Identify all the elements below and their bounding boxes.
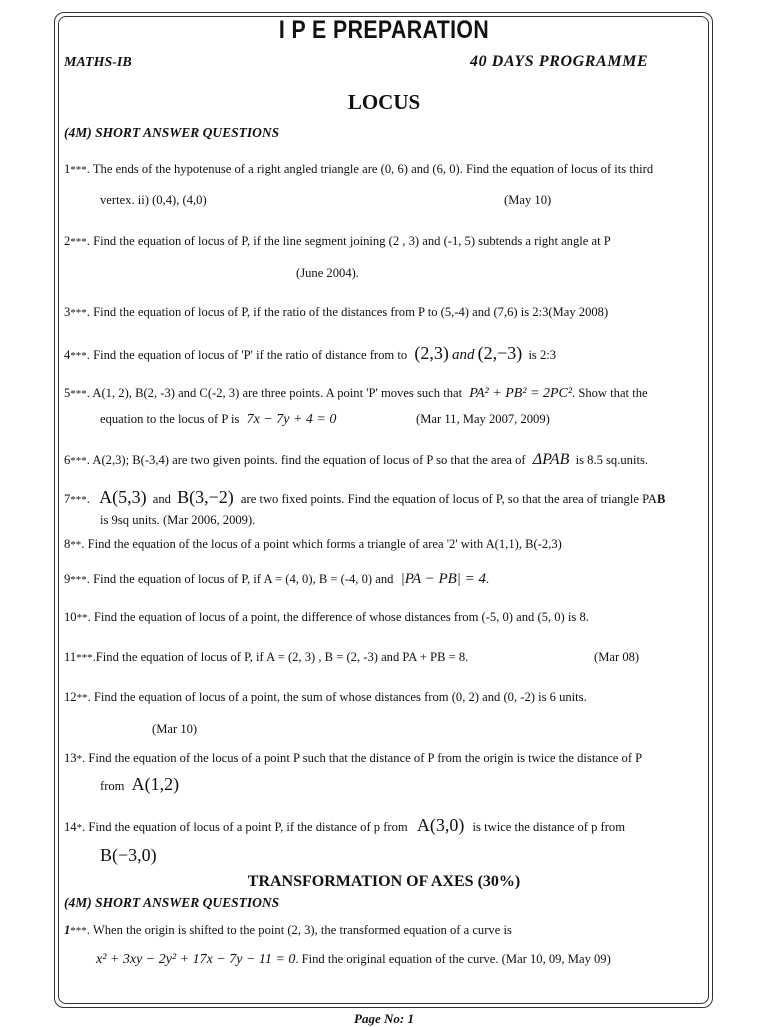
question-8: 8**. Find the equation of the locus of a point which forms a triangle of area '2' with A(1,1), B(-2,3): [64, 537, 562, 551]
math-point-2-3: (2,3): [414, 343, 449, 363]
question-2: 2***. Find the equation of locus of P, if the line segment joining (2 , 3) and (-1, 5) subtends a right angle at P: [64, 234, 611, 248]
question-2-ref: (June 2004).: [296, 266, 359, 280]
section-subheading: (4M) SHORT ANSWER QUESTIONS: [64, 125, 280, 140]
question-7-cont: is 9sq units. (Mar 2006, 2009).: [100, 513, 256, 527]
section-heading-transformation: TRANSFORMATION OF AXES (30%): [247, 873, 521, 890]
question-4: 4***. Find the equation of locus of 'P' if the ratio of distance from to (2,3) and (2,−3) is 2:3: [64, 343, 557, 363]
question-9: 9***. Find the equation of locus of P, if A = (4, 0), B = (-4, 0) and |PA − PB| = 4.: [64, 571, 490, 587]
question-7: 7***. A(5,3) and B(3,−2) are two fixed points. Find the equation of locus of P, so that the area of triangle PAB: [64, 487, 666, 507]
question-1: 1***. The ends of the hypotenuse of a right angled triangle are (0, 6) and (6, 0). Find the equation of locus of its third: [64, 162, 654, 176]
math-triangle-pab: ΔPAB: [532, 451, 570, 468]
math-point-a-3-0: A(3,0): [416, 815, 465, 835]
math-point-b: B(3,−2): [177, 487, 234, 507]
subject-label: MATHS-IB: [64, 55, 132, 70]
question-5: 5***. A(1, 2), B(2, -3) and C(-2, 3) are three points. A point 'P' moves such that PA² + PB² = 2PC². Show that the: [64, 386, 648, 401]
math-point-b-neg3-0: B(−3,0): [100, 845, 157, 865]
question-1-ref: (May 10): [504, 193, 552, 207]
math-point-2-neg3: (2,−3): [477, 343, 523, 363]
question-5-cont: equation to the locus of P is 7x − 7y + 4 = 0: [100, 412, 337, 427]
math-equation-pa-pb-pc: PA² + PB² = 2PC²: [469, 386, 573, 401]
question-10: 10**. Find the equation of locus of a point, the difference of whose distances from (-5, 0) and (5, 0) is 8.: [64, 610, 589, 624]
section-subheading-2: (4M) SHORT ANSWER QUESTIONS: [64, 895, 280, 910]
transformation-question-1-cont: x² + 3xy − 2y² + 17x − 7y − 11 = 0. Find the original equation of the curve. (Mar 10, 09, May 09): [96, 952, 611, 967]
question-11: 11***.Find the equation of locus of P, if A = (2, 3) , B = (2, -3) and PA + PB = 8.: [64, 650, 469, 664]
math-transformed-equation: x² + 3xy − 2y² + 17x − 7y − 11 = 0: [96, 952, 296, 967]
question-12: 12**. Find the equation of locus of a point, the sum of whose distances from (0, 2) and (0, -2) is 6 units.: [64, 690, 587, 704]
math-point-a-1-2: A(1,2): [131, 774, 180, 794]
question-13-cont: from A(1,2): [100, 774, 180, 794]
question-12-ref: (Mar 10): [152, 722, 198, 736]
question-1-cont: vertex. ii) (0,4), (4,0): [100, 193, 207, 207]
math-equation-locus: 7x − 7y + 4 = 0: [246, 412, 337, 427]
question-5-ref: (Mar 11, May 2007, 2009): [416, 412, 550, 426]
question-3: 3***. Find the equation of locus of P, if the ratio of the distances from P to (5,-4) and (7,6) is 2:3(May 2008): [64, 305, 609, 319]
program-label: 40 DAYS PROGRAMME: [470, 53, 649, 70]
question-11-ref: (Mar 08): [594, 650, 640, 664]
page-title: I P E PREPARATION: [278, 16, 490, 44]
math-abs-pa-pb: |PA − PB| = 4: [400, 571, 487, 587]
question-14: 14*. Find the equation of locus of a point P, if the distance of p from A(3,0) is twice the distance of p from: [64, 815, 626, 835]
section-heading-locus: LOCUS: [347, 90, 421, 114]
transformation-question-1: 1***. When the origin is shifted to the point (2, 3), the transformed equation of a curve is: [64, 923, 512, 937]
page-number: Page No: 1: [354, 1011, 414, 1026]
question-14-cont: [100, 845, 157, 866]
question-6: 6***. A(2,3); B(-3,4) are two given points. find the equation of locus of P so that the area of ΔPAB is 8.5 sq.units.: [64, 451, 649, 468]
math-point-a: A(5,3): [99, 487, 147, 507]
question-13: 13*. Find the equation of the locus of a point P such that the distance of P from the origin is twice the distance of P: [64, 751, 643, 765]
